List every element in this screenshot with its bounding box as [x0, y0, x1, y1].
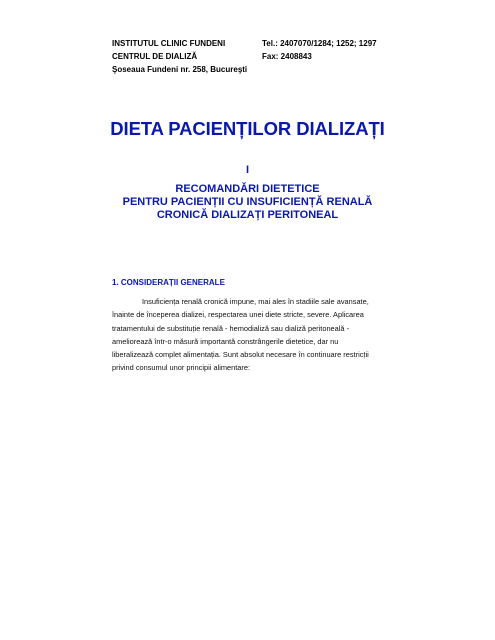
- letterhead-row-2: [112, 50, 412, 63]
- phone-number: Tel.: 2407070/1284; 1252; 1297: [262, 39, 377, 48]
- institution-name: INSTITUTUL CLINIC FUNDENI: [112, 39, 226, 48]
- letterhead-row-1: [112, 37, 412, 50]
- letterhead-empty: [262, 63, 412, 76]
- section-number: I: [245, 164, 250, 176]
- subtitle-line: RECOMANDĂRI DIETETICE: [175, 183, 320, 195]
- letterhead: [112, 37, 412, 76]
- fax-number: Fax: 2408843: [262, 52, 312, 61]
- paragraph-line: liberalizează complet alimentația. Sunt absolut necesare în continuare restricții: [112, 350, 369, 360]
- subtitle-line: PENTRU PACIENȚII CU INSUFICIENȚĂ RENALĂ: [122, 196, 373, 208]
- paragraph-line: privind consumul unor principii alimentare:: [112, 363, 251, 373]
- department-name: CENTRUL DE DIALIZĂ: [112, 52, 198, 61]
- body-paragraph: [112, 295, 395, 375]
- address: Şoseaua Fundeni nr. 258, Bucureşti: [112, 65, 248, 74]
- section-subtitle: [60, 183, 435, 222]
- letterhead-row-3: [112, 63, 412, 76]
- paragraph-line: tratamentului de substituție renală - hemodializă sau dializă peritoneală -: [112, 323, 350, 333]
- section-heading: 1. CONSIDERAȚII GENERALE: [112, 278, 225, 287]
- paragraph-line: Insuficiența renală cronică impune, mai ales în stadiile sale avansate,: [142, 297, 369, 306]
- subtitle-line: CRONICĂ DIALIZAȚI PERITONEAL: [156, 209, 339, 221]
- document-title: DIETA PACIENȚILOR DIALIZAȚI: [110, 118, 385, 139]
- paragraph-line: ameliorează într-o măsură importantă constrângerile dietetice, dar nu: [112, 336, 339, 346]
- paragraph-line: înainte de începerea dializei, respectarea unei diete stricte, severe. Aplicarea: [112, 310, 364, 320]
